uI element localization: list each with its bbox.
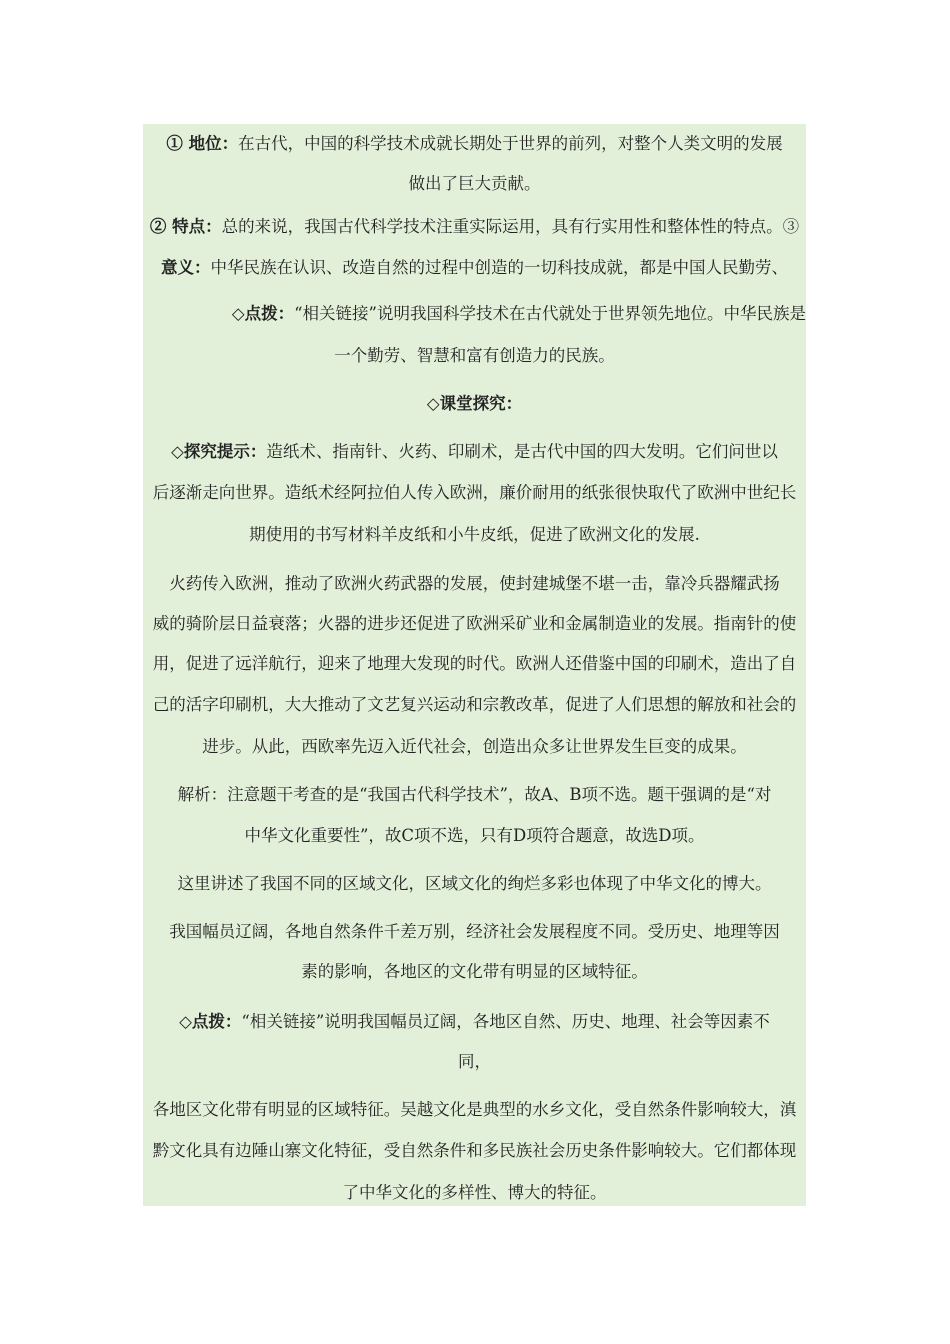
- paragraph-hint2-line-5: 了中华文化的多样性、博大的特征。: [342, 1183, 607, 1202]
- paragraph-status-line-2: 做出了巨大贡献。: [408, 174, 541, 193]
- paragraph-analysis-line-2: 中华文化重要性”，故C项不选，只有D项符合题意，故选D项。: [244, 826, 705, 845]
- paragraph-gunpowder-line-1: 火药传入欧洲，推动了欧洲火药武器的发展，使封建城堡不堪一击，靠冷兵器耀武扬: [169, 574, 780, 593]
- paragraph-hint1-line-2: 一个勤劳、智慧和富有创造力的民族。: [334, 346, 615, 365]
- label-hint: ◇点拨：: [179, 1012, 242, 1031]
- paragraph-vast-land-line-1: 我国幅员辽阔，各地自然条件千差万别，经济社会发展程度不同。受历史、地理等因: [169, 922, 780, 941]
- label-status: ① 地位：: [166, 134, 239, 153]
- text-span: 造纸术、指南针、火药、印刷术，是古代中国的四大发明。它们问世以: [266, 442, 778, 461]
- paragraph-hint2-line-3: 各地区文化带有明显的区域特征。吴越文化是典型的水乡文化，受自然条件影响较大，滇: [152, 1100, 797, 1119]
- paragraph-status-line-1: [143, 124, 806, 164]
- paragraph-hint2-line-4: 黔文化具有边陲山寨文化特征，受自然条件和多民族社会历史条件影响较大。它们都体现: [152, 1141, 797, 1160]
- paragraph-regional-culture: 这里讲述了我国不同的区域文化，区域文化的绚烂多彩也体现了中华文化的博大。: [177, 874, 772, 893]
- text-span: “相关链接”说明我国幅员辽阔，各地区自然、历史、地理、社会等因素不: [241, 1012, 770, 1031]
- paragraph-meaning-line: [143, 248, 806, 288]
- paragraph-analysis-line-1: 解析：注意题干考查的是“我国古代科学技术”，故A、B项不选。题干强调的是“对: [177, 785, 772, 804]
- paragraph-feature-line: [143, 207, 806, 247]
- text-span: 在古代，中国的科学技术成就长期处于世界的前列，对整个人类文明的发展: [238, 134, 783, 153]
- paragraph-gunpowder-line-5: 进步。从此，西欧率先迈入近代社会，创造出众多让世界发生巨变的成果。: [202, 737, 747, 756]
- section-heading-classroom: ◇课堂探究：: [426, 394, 523, 413]
- paragraph-hint2-line-1: [143, 1002, 806, 1042]
- text-span: “相关链接”说明我国科学技术在古代就处于世界领先地位。中华民族是: [294, 304, 806, 323]
- paragraph-gunpowder-line-2: 威的骑阶层日益衰落；火器的进步还促进了欧洲采矿业和金属制造业的发展。指南针的使: [152, 614, 797, 633]
- paragraph-explore-line-3: 期使用的书写材料羊皮纸和小牛皮纸，促进了欧洲文化的发展.: [249, 525, 700, 544]
- paragraph-hint2-line-2: 同，: [458, 1052, 491, 1071]
- paragraph-gunpowder-line-3: 用，促进了远洋航行，迎来了地理大发现的时代。欧洲人还借鉴中国的印刷术，造出了自: [152, 654, 797, 673]
- document-body: [143, 124, 806, 1206]
- label-feature: ② 特点：: [149, 217, 222, 236]
- label-hint: ◇点拨：: [231, 304, 295, 323]
- text-span: 中华民族在认识、改造自然的过程中创造的一切科技成就，都是中国人民勤劳、: [210, 258, 788, 277]
- label-explore-hint: ◇探究提示：: [171, 442, 267, 461]
- paragraph-hint1-line-1: [143, 294, 806, 334]
- paragraph-vast-land-line-2: 素的影响，各地区的文化带有明显的区域特征。: [301, 962, 648, 981]
- label-meaning: 意义：: [161, 258, 211, 277]
- paragraph-explore-line-2: 后逐渐走向世界。造纸术经阿拉伯人传入欧洲，廉价耐用的纸张很快取代了欧洲中世纪长: [152, 483, 797, 502]
- paragraph-explore-line-1: [143, 432, 806, 472]
- paragraph-gunpowder-line-4: 己的活字印刷机，大大推动了文艺复兴运动和宗教改革，促进了人们思想的解放和社会的: [152, 695, 797, 714]
- text-span: 总的来说，我国古代科学技术注重实际运用，具有行实用性和整体性的特点。③: [221, 217, 800, 236]
